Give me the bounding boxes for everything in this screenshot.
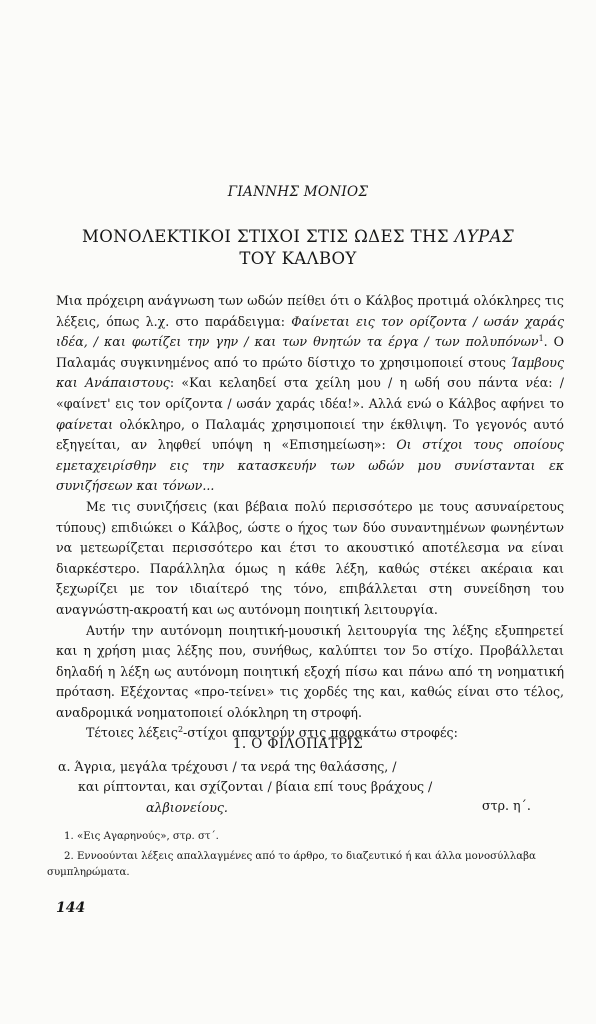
footnote-2-line-1: 2. Εννοούνται λέξεις απαλλαγμένες από το άρθρο, το διαζευτικό ή και άλλα μονοσύλλαβα <box>64 851 536 862</box>
p1-text-3: : «Και κελαηδεί στα χείλη μου / η ωδή σου πάντα νέα: / «φαίνετ' εις τον ορίζοντα / ωσάν χαράς ιδέα!». Αλλά ενώ ο Κάλβος αφήνει το <box>56 375 564 411</box>
section-heading: 1. Ο ΦΙΛΟΠΑΤΡΙΣ <box>232 736 364 752</box>
verse-line-2: και ρίπτονται, και σχίζονται / βίαια επί τους βράχους / <box>78 779 433 794</box>
footnote-1: 1. «Εις Αγαρηνούς», στρ. στ΄. <box>64 831 219 842</box>
verse-line-1: α. Άγρια, μεγάλα τρέχουσι / τα νερά της θαλάσσης, / <box>58 759 397 774</box>
p1-word: φαίνεται <box>56 416 114 432</box>
p1-text-4: ολόκληρο, ο Παλαμάς χρησιμοποιεί την έκθλιψη. Το γεγονός αυτό εξηγείται, αν ληφθεί υπόψη η «Επισημείωση»: <box>56 416 564 453</box>
footnote-ref-1: 1 <box>538 334 544 343</box>
article-title <box>30 226 566 270</box>
p1-quote-1: Φαίνεται εις τον ορίζοντα / ωσάν χαράς ιδέα, / και φωτίζει την γην / και των θνητών τα έργα / των πολυπόνων <box>56 313 564 350</box>
article-body <box>56 291 564 744</box>
footnote-2-line-2: συμπληρώματα. <box>47 867 130 878</box>
page-number: 144 <box>56 900 86 916</box>
author-name: ΓΙΑΝΝΗΣ ΜΟΝΙΟΣ <box>227 184 369 200</box>
verse-line-3: αλβιονείους. <box>146 800 228 815</box>
footnote-2 <box>47 849 564 881</box>
paragraph-2: Με τις συνιζήσεις (και βέβαια πολύ περισσότερο με τους ασυναίρετους τύπους) επιδιώκει ο Κάλβος, ώστε ο ήχος των δύο συναντημένων φωνηέντων να μετεωρίζεται περισσότερο και έτσι το ακουστικό αποτέλεσμα να είναι διαρκέστερο. Παράλληλα όμως η κάθε λέξη, καθώς στέκει ακέραια και ξεχωρίζει με τον ιδιαίτερό της τόνο, επιβάλλεται στη συνείδηση του αναγνώστη-ακροατή και ως αυτόνομη ποιητική λειτουργία. <box>56 498 564 617</box>
p1-work-title: Ίαμβους και Ανάπαιστους <box>56 354 564 391</box>
p1-quote-2: Οι στίχοι τους οποίους εμεταχειρίσθην εις την κατασκευήν των ωδών μου συνίστανται εκ συνιζήσεων και τόνων... <box>56 437 564 494</box>
p1-text-1: Μια πρόχειρη ανάγνωση των ωδών πείθει ότι ο Κάλβος προτιμά ολόκληρες τις λέξεις, όπως λ.χ. στο παράδειγμα: <box>56 293 564 329</box>
footnote-ref-2: 2 <box>177 725 184 735</box>
p4-text-1: Τέτοιες λέξεις <box>86 725 178 741</box>
title-line2: ΤΟΥ ΚΑΛΒΟΥ <box>239 249 357 268</box>
paragraph-1 <box>56 291 564 497</box>
stanza-reference: στρ. η΄. <box>482 798 531 813</box>
title-line1-text: ΜΟΝΟΛΕΚΤΙΚΟΙ ΣΤΙΧΟΙ ΣΤΙΣ ΩΔΕΣ ΤΗΣ <box>81 227 455 246</box>
title-line1-italic: ΛΥΡΑΣ <box>454 227 515 246</box>
p4-text-2: -στίχοι απαντούν στις παρακάτω στροφές: <box>183 725 458 741</box>
paragraph-3: Αυτήν την αυτόνομη ποιητική-μουσική λειτουργία της λέξης εξυπηρετεί και η χρήση μιας λέξης που, συνήθως, καλύπτει τον 5ο στίχο. Προβάλλεται δηλαδή η λέξη ως αυτόνομη ποιητική εξοχή πίσω και πάνω από τη νοηματική πρόταση. Εξέχοντας «προ-τείνει» τις χορδές της και, καθώς είναι στο τέλος, αναδρομικά νοηματοποιεί ολόκληρη τη στροφή. <box>56 622 564 720</box>
p1-text-2: . Ο Παλαμάς συγκινημένος από το πρώτο δίστιχο το χρησιμοποιεί στους <box>56 334 564 370</box>
